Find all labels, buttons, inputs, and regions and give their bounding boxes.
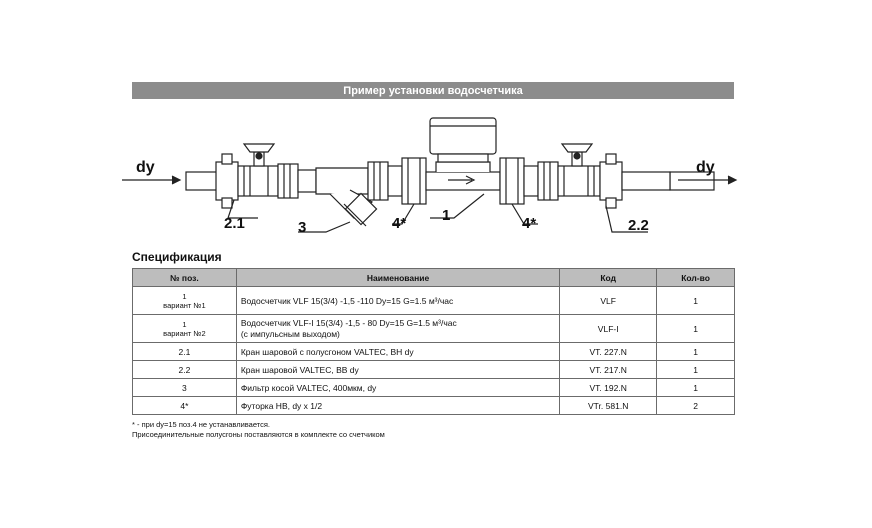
section-banner: Пример установки водосчетчика xyxy=(132,82,734,99)
table-row xyxy=(133,361,735,379)
spec-table xyxy=(132,268,735,415)
footnote-1: * - при dy=15 поз.4 не устанавливается. xyxy=(132,420,271,429)
reducer-4-left xyxy=(402,158,426,204)
water-meter-head xyxy=(430,118,496,154)
header-code: Код xyxy=(560,269,657,287)
cell-code: VTr. 581.N xyxy=(560,397,657,415)
cell-name: Водосчетчик VLF 15(3/4) -1,5 -110 Dy=15 G=1.5 м³/час xyxy=(236,287,559,315)
cell-code: VT. 227.N xyxy=(560,343,657,361)
label-4-left: 4* xyxy=(392,215,407,232)
table-row xyxy=(133,315,735,343)
cell-qty: 1 xyxy=(657,343,735,361)
cell-qty: 1 xyxy=(657,361,735,379)
valve-handle-left xyxy=(244,144,274,152)
cell-qty: 2 xyxy=(657,397,735,415)
footnotes xyxy=(132,420,385,440)
union-nut-left xyxy=(216,162,238,200)
header-name: Наименование xyxy=(236,269,559,287)
cell-name: Кран шаровой VALTEC, ВВ dy xyxy=(236,361,559,379)
cell-pos: 1 вариант №2 xyxy=(133,315,237,343)
cell-name: Футорка НВ, dy х 1/2 xyxy=(236,397,559,415)
flow-in-label: dy xyxy=(136,159,155,176)
cell-pos: 3 xyxy=(133,379,237,397)
label-2-2: 2.2 xyxy=(628,217,649,234)
cell-code: VLF-I xyxy=(560,315,657,343)
label-1: 1 xyxy=(442,207,451,224)
cell-code: VLF xyxy=(560,287,657,315)
cell-pos: 2.2 xyxy=(133,361,237,379)
cell-code: VT. 217.N xyxy=(560,361,657,379)
label-3: 3 xyxy=(298,219,307,236)
water-meter-body xyxy=(426,172,500,190)
table-row xyxy=(133,343,735,361)
table-row xyxy=(133,397,735,415)
header-qty: Кол-во xyxy=(657,269,735,287)
table-header-row xyxy=(133,269,735,287)
cell-qty: 1 xyxy=(657,379,735,397)
table-row xyxy=(133,379,735,397)
header-pos: № поз. xyxy=(133,269,237,287)
footnote-2: Присоединительные полусгоны поставляются в комплекте со счетчиком xyxy=(132,430,385,439)
spec-title: Спецификация xyxy=(132,250,222,264)
cell-code: VT. 192.N xyxy=(560,379,657,397)
cell-name: Водосчетчик VLF-I 15(3/4) -1,5 - 80 Dy=15 G=1.5 м³/час (с импульсным выходом) xyxy=(236,315,559,343)
cell-name: Фильтр косой VALTEC, 400мкм, dy xyxy=(236,379,559,397)
filter-body xyxy=(316,168,368,194)
cell-pos: 1 вариант №1 xyxy=(133,287,237,315)
reducer-4-right xyxy=(500,158,524,204)
installation-diagram xyxy=(118,100,758,250)
valve-handle-right xyxy=(562,144,592,152)
cell-qty: 1 xyxy=(657,315,735,343)
label-2-1: 2.1 xyxy=(224,215,245,232)
flow-out-label: dy xyxy=(696,159,715,176)
cell-pos: 4* xyxy=(133,397,237,415)
cell-name: Кран шаровой с полусгоном VALTEC, ВН dy xyxy=(236,343,559,361)
label-4-right: 4* xyxy=(522,215,537,232)
union-nut-right xyxy=(600,162,622,200)
cell-qty: 1 xyxy=(657,287,735,315)
table-row xyxy=(133,287,735,315)
cell-pos: 2.1 xyxy=(133,343,237,361)
